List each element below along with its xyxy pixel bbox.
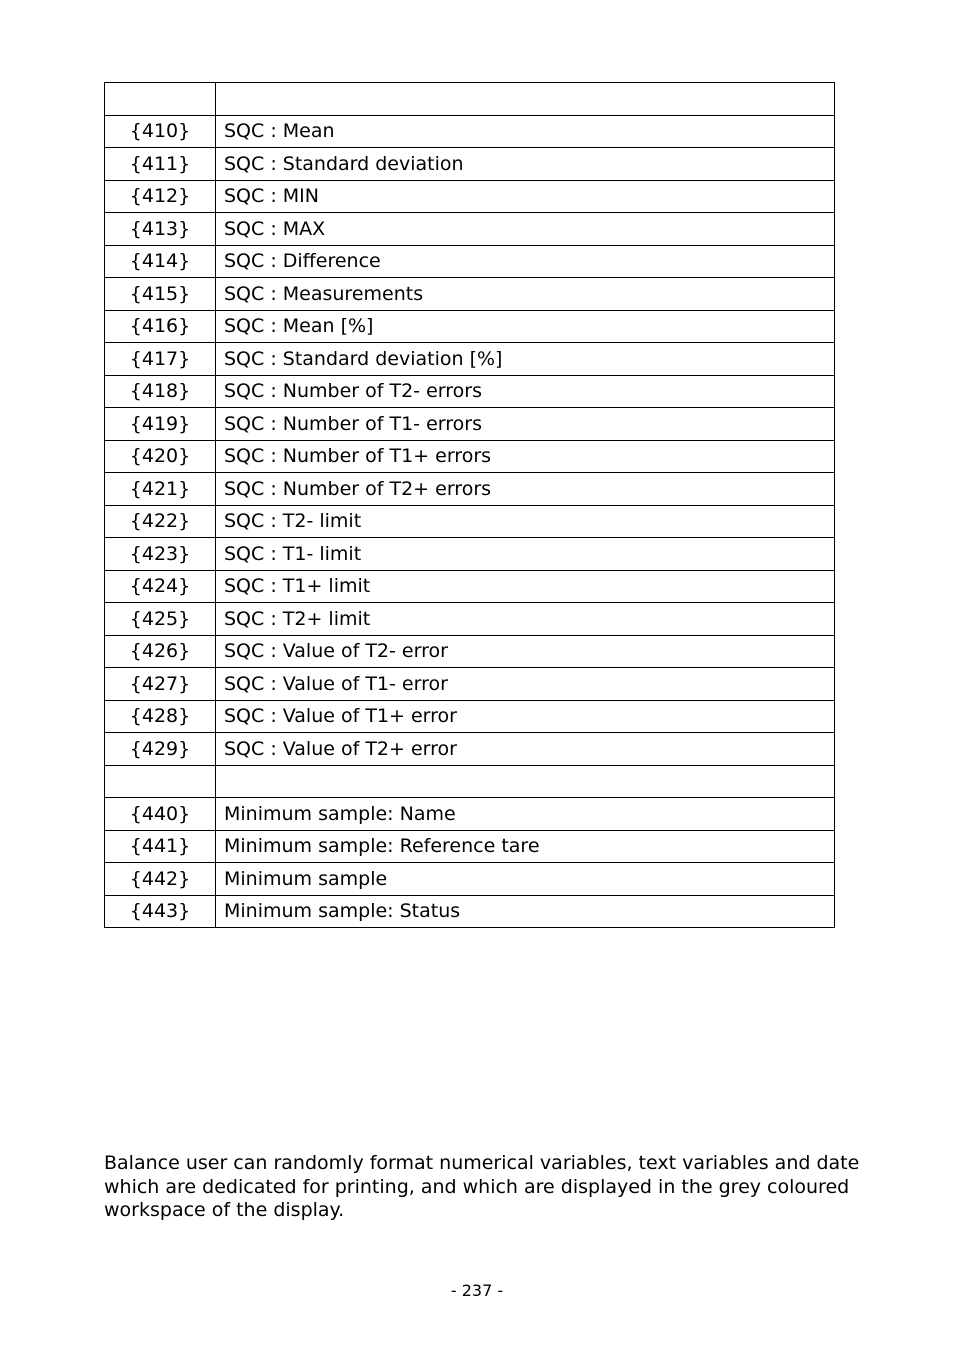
table-row — [105, 310, 835, 343]
variable-description: Minimum sample: Status — [216, 895, 835, 928]
table-row — [105, 408, 835, 441]
variable-code: {416} — [105, 310, 216, 343]
table-row — [105, 505, 835, 538]
body-paragraph: Balance user can randomly format numerical variables, text variables and date which are dedicated for printing, and which are displayed in the grey coloured workspace of the display. — [104, 1152, 860, 1221]
variable-description: SQC : Value of T2+ error — [216, 733, 835, 766]
variable-description: SQC : MIN — [216, 180, 835, 213]
variable-code: {419} — [105, 408, 216, 441]
variable-code: {440} — [105, 798, 216, 831]
variable-description: Minimum sample: Name — [216, 798, 835, 831]
variables-table-body — [105, 83, 835, 928]
variable-description: SQC : Mean [%] — [216, 310, 835, 343]
variable-code — [105, 765, 216, 798]
variable-code: {426} — [105, 635, 216, 668]
table-row — [105, 603, 835, 636]
variable-description: SQC : Value of T2- error — [216, 635, 835, 668]
variable-description: SQC : T2- limit — [216, 505, 835, 538]
table-row — [105, 635, 835, 668]
variable-description: SQC : Measurements — [216, 278, 835, 311]
table-row — [105, 115, 835, 148]
table-row — [105, 375, 835, 408]
variable-code: {429} — [105, 733, 216, 766]
variable-code: {413} — [105, 213, 216, 246]
variable-code: {428} — [105, 700, 216, 733]
table-row — [105, 733, 835, 766]
variable-description: SQC : Standard deviation — [216, 148, 835, 181]
table-row — [105, 245, 835, 278]
variable-code: {417} — [105, 343, 216, 376]
page-number: - 237 - — [450, 1281, 504, 1300]
variable-description: SQC : Value of T1- error — [216, 668, 835, 701]
variable-code: {418} — [105, 375, 216, 408]
variable-code: {425} — [105, 603, 216, 636]
variable-code: {441} — [105, 830, 216, 863]
variable-code: {423} — [105, 538, 216, 571]
table-row — [105, 570, 835, 603]
table-row — [105, 668, 835, 701]
variable-description: SQC : Mean — [216, 115, 835, 148]
table-row — [105, 343, 835, 376]
table-row — [105, 765, 835, 798]
variables-table — [104, 82, 835, 928]
table-row — [105, 863, 835, 896]
variable-description: SQC : T2+ limit — [216, 603, 835, 636]
variable-code: {420} — [105, 440, 216, 473]
variable-description: SQC : MAX — [216, 213, 835, 246]
table-row — [105, 830, 835, 863]
table-row — [105, 798, 835, 831]
variable-code: {427} — [105, 668, 216, 701]
table-row — [105, 148, 835, 181]
variable-description: SQC : T1+ limit — [216, 570, 835, 603]
variable-code: {422} — [105, 505, 216, 538]
variable-code: {410} — [105, 115, 216, 148]
table-row — [105, 700, 835, 733]
variable-code: {421} — [105, 473, 216, 506]
variable-description: Minimum sample: Reference tare — [216, 830, 835, 863]
variable-description: SQC : Number of T1- errors — [216, 408, 835, 441]
table-row — [105, 213, 835, 246]
variable-description: SQC : Difference — [216, 245, 835, 278]
variable-description: SQC : Number of T2+ errors — [216, 473, 835, 506]
variable-description: SQC : T1- limit — [216, 538, 835, 571]
variable-description — [216, 83, 835, 116]
variable-code: {424} — [105, 570, 216, 603]
variable-description: SQC : Number of T2- errors — [216, 375, 835, 408]
variable-code: {414} — [105, 245, 216, 278]
variable-description: SQC : Number of T1+ errors — [216, 440, 835, 473]
table-row — [105, 440, 835, 473]
variable-code: {411} — [105, 148, 216, 181]
table-row — [105, 473, 835, 506]
variable-code: {415} — [105, 278, 216, 311]
table-row — [105, 278, 835, 311]
variable-description — [216, 765, 835, 798]
variable-description: SQC : Standard deviation [%] — [216, 343, 835, 376]
variable-code: {443} — [105, 895, 216, 928]
variable-code: {442} — [105, 863, 216, 896]
variable-code: {412} — [105, 180, 216, 213]
variable-description: Minimum sample — [216, 863, 835, 896]
table-row — [105, 180, 835, 213]
variable-code — [105, 83, 216, 116]
table-row — [105, 895, 835, 928]
table-row — [105, 83, 835, 116]
variable-description: SQC : Value of T1+ error — [216, 700, 835, 733]
table-row — [105, 538, 835, 571]
